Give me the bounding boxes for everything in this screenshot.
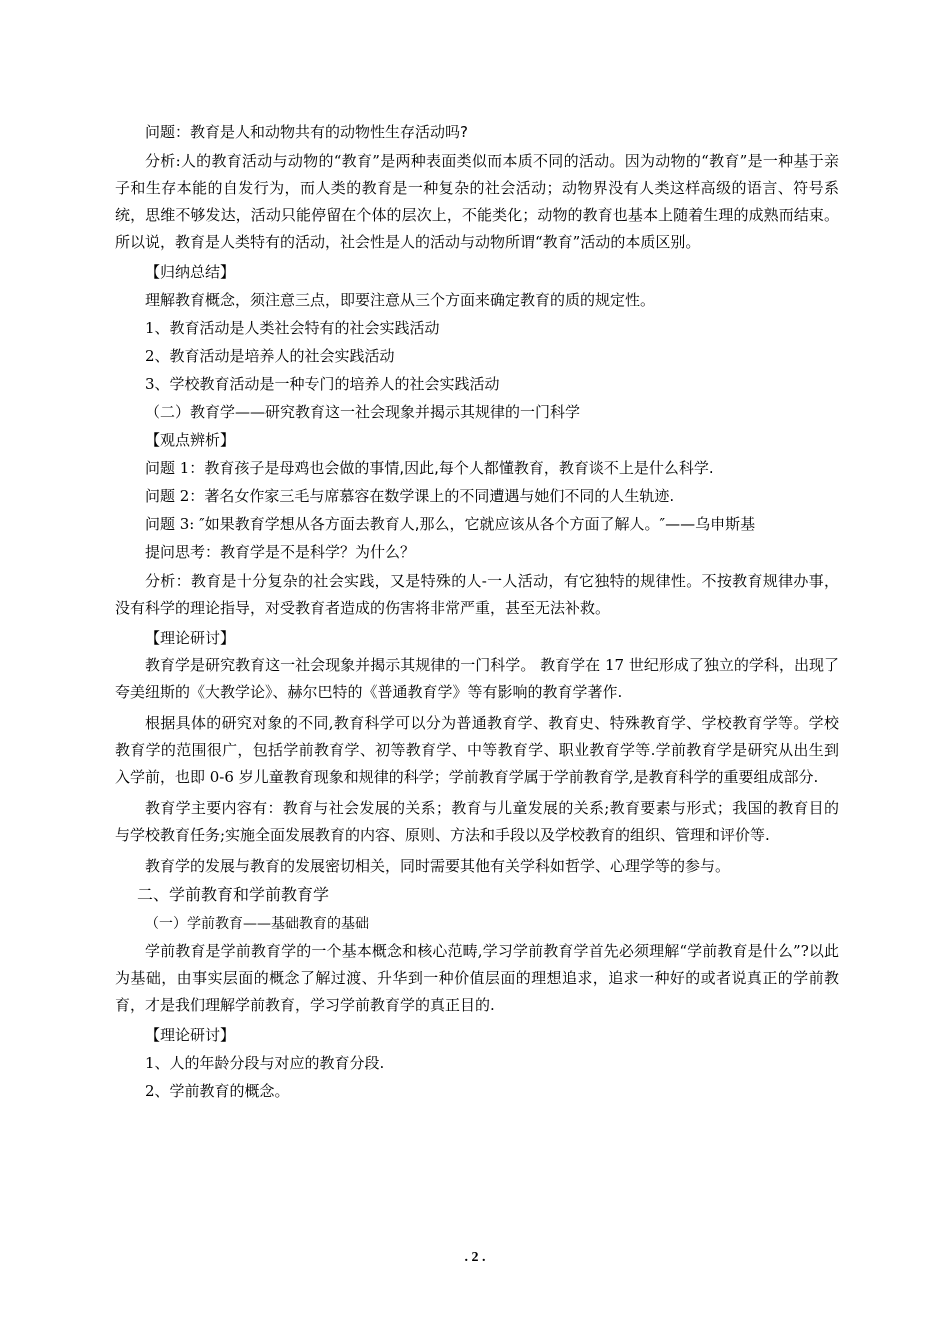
document-body <box>115 118 839 1105</box>
analysis-paragraph-1: 分析:人的教育活动与动物的“教育”是两种表面类似而本质不同的活动。因为动物的“教育”是一种基于亲子和生存本能的自发行为，而人类的教育是一种复杂的社会活动；动物界没有人类这样高级的语言、符号系统，思维不够发达，活动只能停留在个体的层次上，不能类化；动物的教育也基本上随着生理的成熟而结束。所以说，教育是人类特有的活动，社会性是人的活动与动物所谓“教育”活动的本质区别。 <box>115 152 839 251</box>
question-2-text: 著名女作家三毛与席慕容在数学课上的不同遭遇与她们不同的人生轨迹. <box>204 487 675 505</box>
theory-paragraph-1: 教育学是研究教育这一社会现象并揭示其规律的一门科学。 教育学在 17 世纪形成了独立的学科，出现了夸美纽斯的《大教学论》、赫尔巴特的《普通教育学》等有影响的教育学著作. <box>115 656 839 701</box>
viewpoint-analysis: 分析：教育是十分复杂的社会实践，又是特殊的人-一人活动，有它独特的规律性。不按教育规律办事，没有科学的理论指导，对受教育者造成的伤害将非常严重，甚至无法补救。 <box>115 572 839 617</box>
viewpoint-question-3 <box>115 510 839 538</box>
theory-paragraph-4: 教育学的发展与教育的发展密切相关，同时需要其他有关学科如哲学、心理学等的参与。 <box>145 857 731 875</box>
summary-point-2: 2、教育活动是培养人的社会实践活动 <box>145 347 395 365</box>
viewpoint-question-1 <box>115 454 839 482</box>
question-3-label: 问题 3: <box>145 515 200 533</box>
summary-point-3: 3、学校教育活动是一种专门的培养人的社会实践活动 <box>145 375 500 393</box>
question-label: 问题： <box>145 123 191 141</box>
preschool-paragraph: 学前教育是学前教育学的一个基本概念和核心范畴,学习学前教育学首先必须理解“学前教育是什么”?以此为基础，由事实层面的概念了解过渡、升华到一种价值层面的理想追求，追求一种好的或者说真正的学前教育，才是我们理解学前教育，学习学前教育学的真正目的. <box>115 942 839 1014</box>
section-two-heading: 二、学前教育和学前教育学 <box>137 885 330 904</box>
section-preschool-heading: （一）学前教育——基础教育的基础 <box>145 916 369 932</box>
question-intro <box>115 118 839 146</box>
viewpoint-heading: 【观点辨析】 <box>145 431 236 449</box>
summary-heading: 【归纳总结】 <box>145 263 236 281</box>
question-2-label: 问题 2： <box>145 487 205 505</box>
summary-point-1: 1、教育活动是人类社会特有的社会实践活动 <box>145 319 440 337</box>
theory-paragraph-3: 教育学主要内容有：教育与社会发展的关系；教育与儿童发展的关系;教育要素与形式；我国的教育目的与学校教育任务;实施全面发展教育的内容、原则、方法和手段以及学校教育的组织、管理和评价等. <box>115 799 839 844</box>
question-1-text: 教育孩子是母鸡也会做的事情,因此,每个人都懂教育，教育谈不上是什么科学. <box>204 459 714 477</box>
question-text: 教育是人和动物共有的动物性生存活动吗? <box>190 123 468 141</box>
question-3-text: ″如果教育学想从各方面去教育人,那么，它就应该从各个方面了解人。″——乌申斯基 <box>199 515 756 533</box>
viewpoint-question-2 <box>115 482 839 510</box>
theory-heading-2: 【理论研讨】 <box>145 1026 236 1044</box>
summary-intro: 理解教育概念，须注意三点，即要注意从三个方面来确定教育的质的规定性。 <box>145 291 656 309</box>
theory-paragraph-2: 根据具体的研究对象的不同,教育科学可以分为普通教育学、教育史、特殊教育学、学校教育学等。学校教育学的范围很广，包括学前教育学、初等教育学、中等教育学、职业教育学等.学前教育学是研究从出生到入学前，也即 0-6 岁儿童教育现象和规律的科学；学前教育学属于学前教育学,是教育科学的重要组成部分. <box>115 714 839 786</box>
theory-point-2: 2、学前教育的概念。 <box>145 1082 290 1100</box>
page-number: . 2 . <box>464 1250 486 1265</box>
question-1-label: 问题 1： <box>145 459 205 477</box>
section-pedagogy-heading: （二）教育学——研究教育这一社会现象并揭示其规律的一门科学 <box>145 403 581 421</box>
viewpoint-prompt: 提问思考：教育学是不是科学？为什么？ <box>145 543 416 561</box>
theory-heading-1: 【理论研讨】 <box>145 629 236 647</box>
theory-point-1: 1、人的年龄分段与对应的教育分段. <box>145 1054 385 1072</box>
